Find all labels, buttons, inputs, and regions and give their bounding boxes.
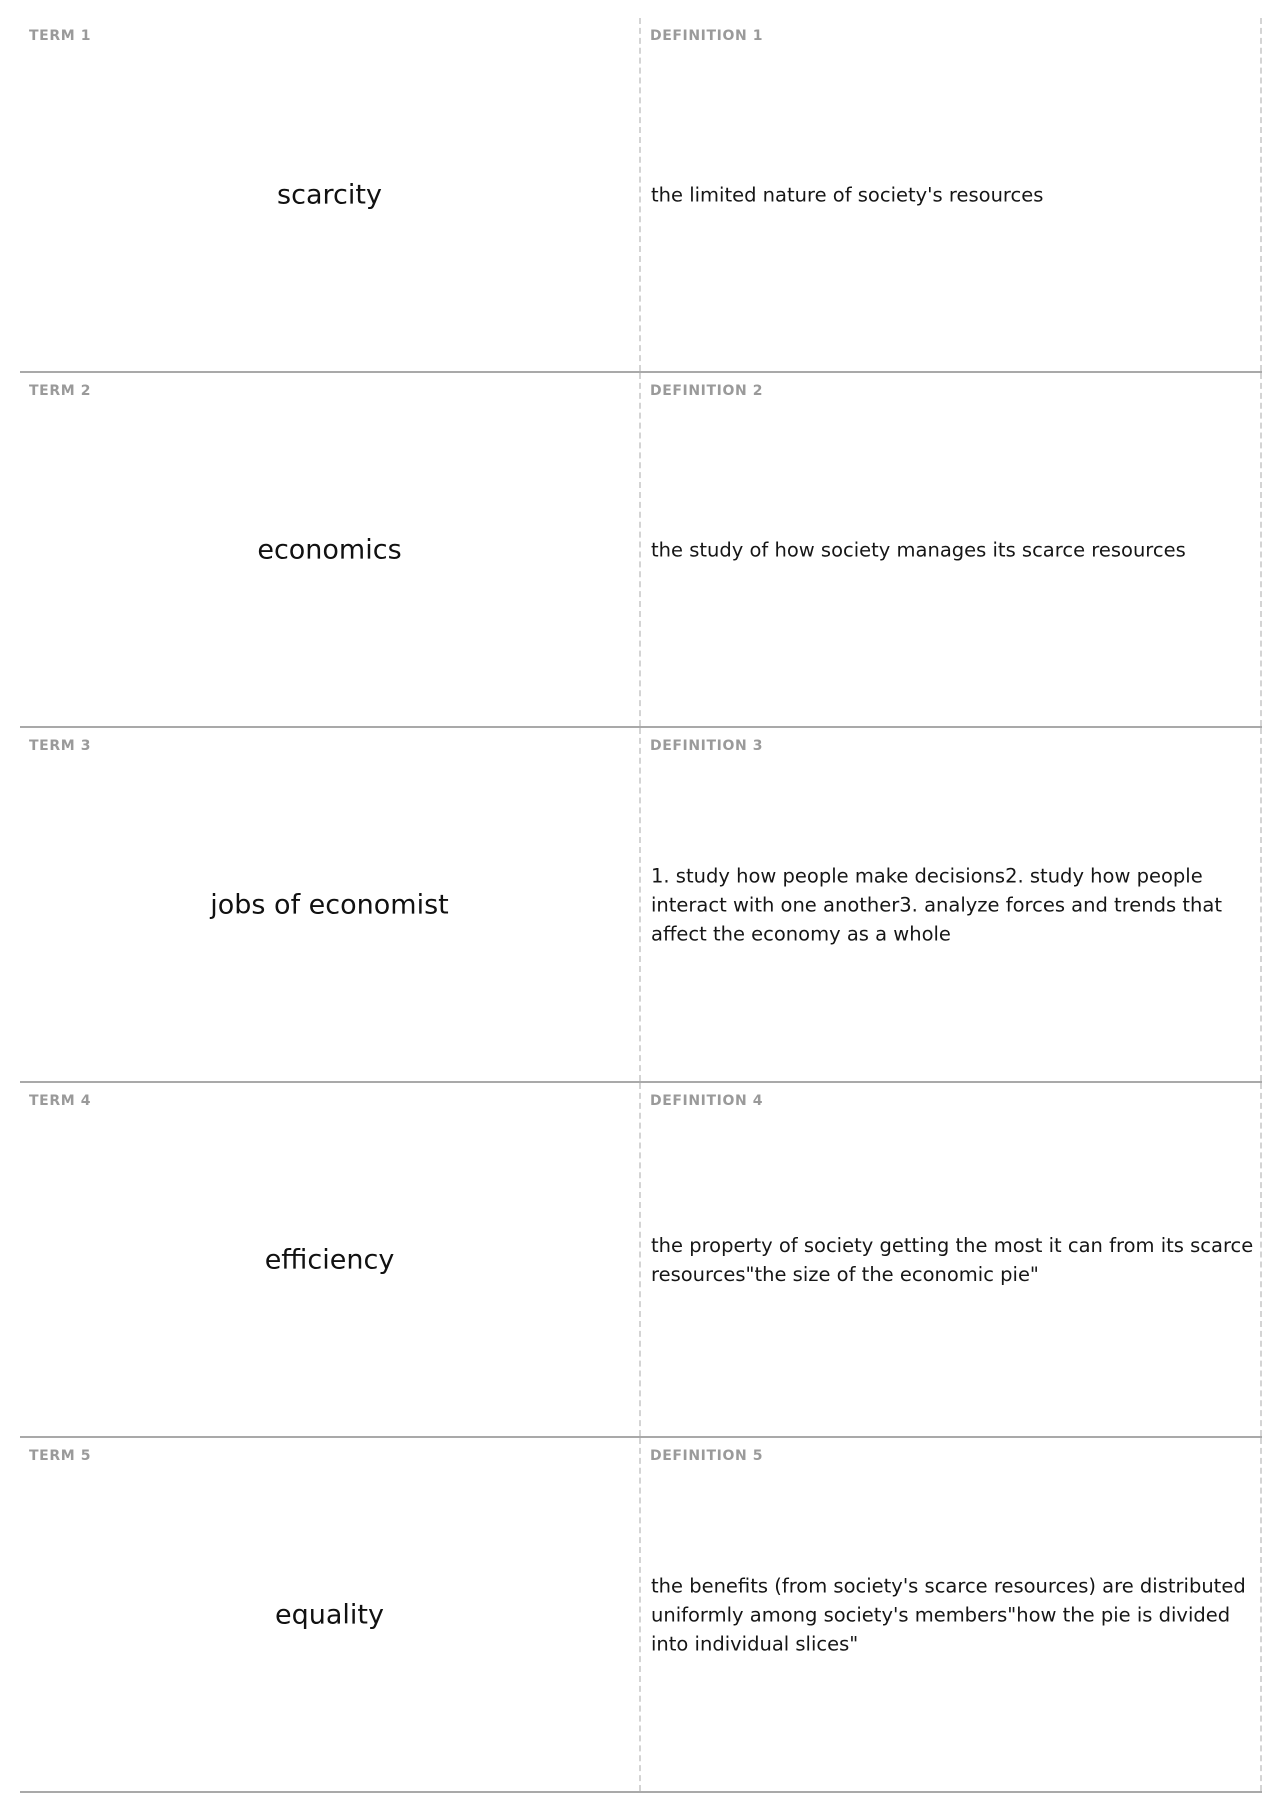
definition-cell [641, 1083, 1262, 1436]
flashcard-sheet [20, 18, 1262, 1793]
term-label: TERM 5 [29, 1448, 92, 1464]
term-text: efficiency [264, 1244, 395, 1275]
flashcard-row [20, 18, 1262, 373]
term-text: scarcity [277, 179, 382, 210]
definition-cell [641, 18, 1262, 371]
term-text: economics [257, 534, 402, 565]
definition-label: DEFINITION 2 [650, 383, 764, 399]
flashcard-row [20, 373, 1262, 728]
term-label: TERM 3 [29, 738, 92, 754]
definition-label: DEFINITION 4 [650, 1093, 764, 1109]
term-cell [20, 1438, 641, 1791]
definition-label: DEFINITION 3 [650, 738, 764, 754]
term-cell [20, 373, 641, 726]
term-label: TERM 2 [29, 383, 92, 399]
term-label: TERM 4 [29, 1093, 92, 1109]
definition-text: 1. study how people make decisions2. study how people interact with one another3. analyze forces and trends that affect the economy as a whole [651, 864, 1222, 945]
flashcard-row [20, 1083, 1262, 1438]
term-text: jobs of economist [210, 889, 449, 920]
definition-label: DEFINITION 1 [650, 28, 764, 44]
flashcard-row [20, 728, 1262, 1083]
definition-text: the benefits (from society's scarce resources) are distributed uniformly among society's members"how the pie is divided into individual slices" [651, 1574, 1246, 1655]
definition-text: the limited nature of society's resources [651, 183, 1044, 206]
definition-cell [641, 373, 1262, 726]
term-label: TERM 1 [29, 28, 92, 44]
definition-text: the property of society getting the most it can from its scarce resources"the size of the economic pie" [651, 1233, 1254, 1286]
term-cell [20, 1083, 641, 1436]
term-cell [20, 18, 641, 371]
term-cell [20, 728, 641, 1081]
definition-text: the study of how society manages its scarce resources [651, 538, 1186, 561]
definition-label: DEFINITION 5 [650, 1448, 764, 1464]
definition-cell [641, 728, 1262, 1081]
term-text: equality [275, 1599, 384, 1630]
flashcard-row [20, 1438, 1262, 1793]
definition-cell [641, 1438, 1262, 1791]
